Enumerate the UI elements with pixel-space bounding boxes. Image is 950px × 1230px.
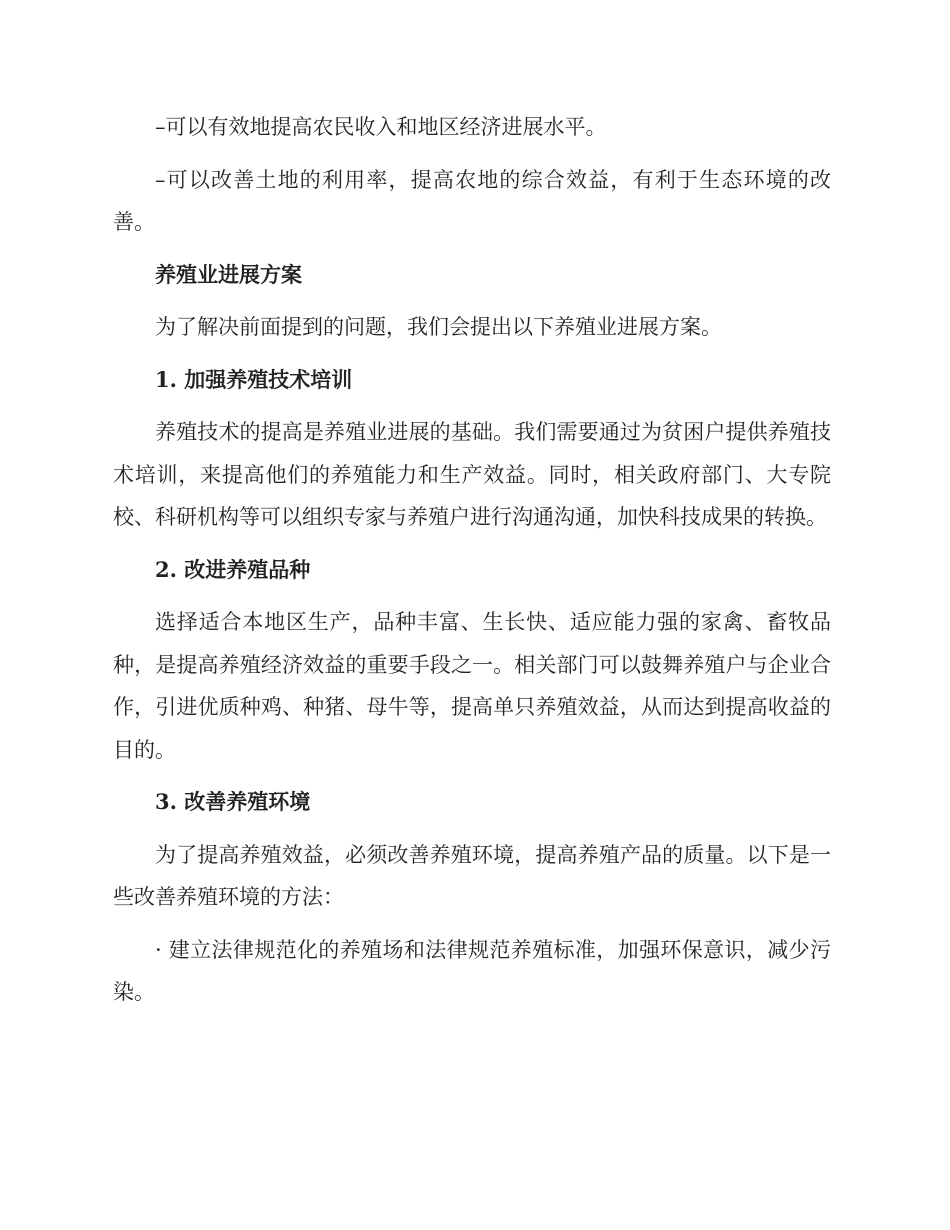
heading-training: 1. 加强养殖技术培训 — [155, 366, 353, 392]
heading-breeds: 2. 改进养殖品种 — [155, 556, 311, 582]
paragraph-land-use: –可以改善土地的利用率，提高农地的综合效益，有利于生态环境的改善。 — [113, 167, 831, 234]
paragraph-training: 养殖技术的提高是养殖业进展的基础。我们需要通过为贫困户提供养殖技术培训，来提高他们的养殖能力和生产效益。同时，相关政府部门、大专院校、科研机构等可以组织专家与养殖户进行沟通沟通，加快科技成果的转换。 — [113, 420, 831, 529]
paragraph-plan-intro: 为了解决前面提到的问题，我们会提出以下养殖业进展方案。 — [155, 315, 722, 339]
paragraph-breeds: 选择适合本地区生产，品种丰富、生长快、适应能力强的家禽、畜牧品种，是提高养殖经济效益的重要手段之一。相关部门可以鼓舞养殖户与企业合作，引进优质种鸡、种猪、母牛等，提高单只养殖效益，从而达到提高收益的目的。 — [113, 610, 831, 762]
paragraph-income: –可以有效地提高农民收入和地区经济进展水平。 — [155, 115, 607, 139]
section-heading-plan: 养殖业进展方案 — [155, 261, 302, 287]
bullet-item-standards: · 建立法律规范化的养殖场和法律规范养殖标准，加强环保意识，减少污染。 — [113, 937, 831, 1004]
heading-environment: 3. 改善养殖环境 — [155, 789, 311, 814]
document-page — [113, 106, 831, 1014]
paragraph-environment: 为了提高养殖效益，必须改善养殖环境，提高养殖产品的质量。以下是一些改善养殖环境的方法： — [113, 842, 831, 909]
